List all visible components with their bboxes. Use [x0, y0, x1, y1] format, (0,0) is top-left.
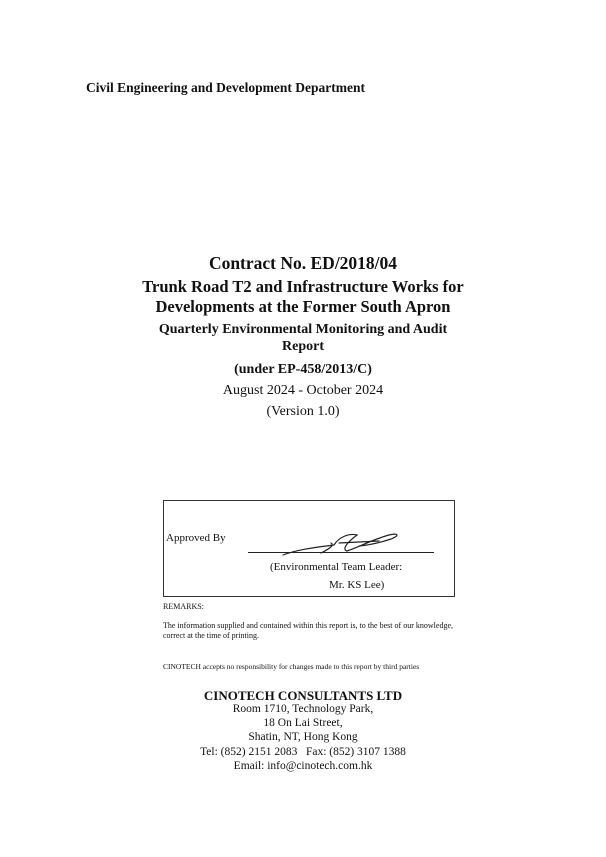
approved-by-label: Approved By	[166, 532, 226, 544]
department-name: Civil Engineering and Development Department	[86, 80, 365, 95]
remarks-text: The information supplied and contained within this report is, to the best of our knowledge, correct at the time of printing.	[163, 621, 453, 640]
signature-line	[248, 552, 434, 553]
signature	[279, 519, 409, 561]
approval-box	[163, 500, 455, 597]
company-address-line-2: 18 On Lai Street,	[263, 717, 343, 729]
report-title-line-1: Trunk Road T2 and Infrastructure Works for	[142, 277, 464, 296]
report-subtitle-line-1: Quarterly Environmental Monitoring and Audit	[158, 322, 448, 337]
report-title-line-2: Developments at the Former South Apron	[155, 297, 451, 316]
approver-name: Mr. KS Lee)	[329, 579, 385, 591]
company-address-line-1: Room 1710, Technology Park,	[232, 703, 374, 715]
company-address-line-3: Shatin, NT, Hong Kong	[248, 731, 358, 743]
company-tel-fax: Tel: (852) 2151 2083 Fax: (852) 3107 1388	[200, 746, 406, 758]
remarks-label: REMARKS:	[163, 602, 204, 611]
company-name: CINOTECH CONSULTANTS LTD	[203, 688, 403, 703]
reporting-period: August 2024 - October 2024	[222, 383, 384, 398]
version-label: (Version 1.0)	[266, 404, 340, 419]
approver-role: (Environmental Team Leader:	[270, 561, 403, 573]
ep-reference: (under EP-458/2013/C)	[234, 362, 372, 377]
responsibility-disclaimer: CINOTECH accepts no responsibility for changes made to this report by third parties	[163, 662, 420, 671]
company-email: Email: info@cinotech.com.hk	[233, 760, 373, 772]
contract-number: Contract No. ED/2018/04	[208, 253, 398, 273]
report-subtitle-line-2: Report	[282, 339, 324, 354]
